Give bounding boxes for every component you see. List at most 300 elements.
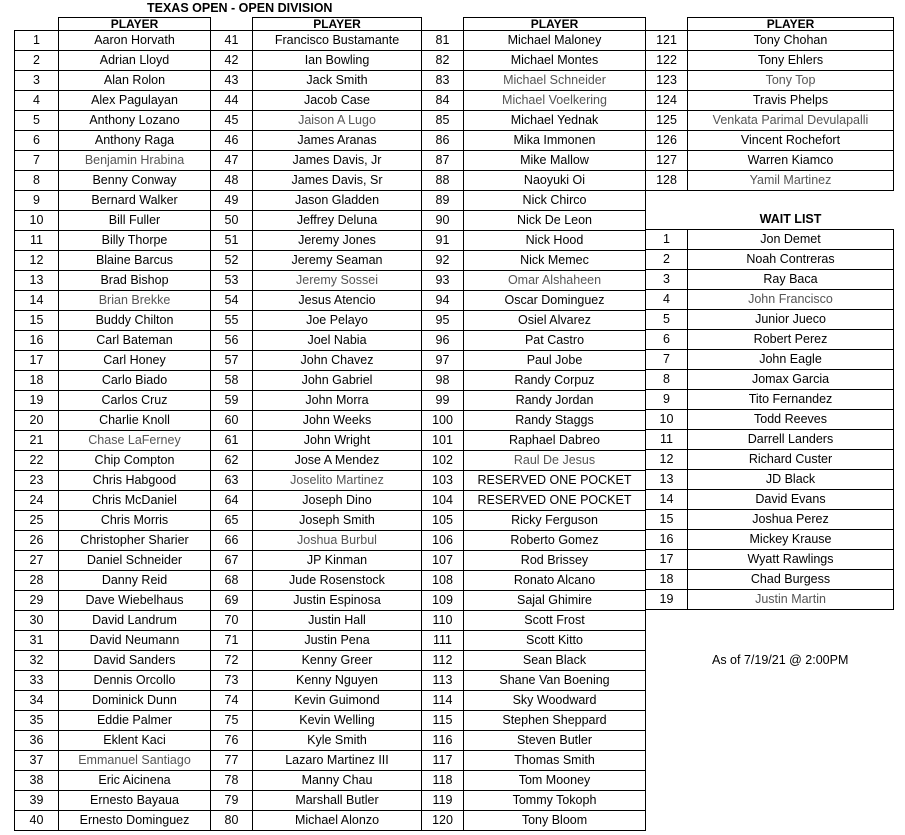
table-row (422, 191, 646, 211)
player-name: Jeremy Sossei (253, 271, 422, 291)
wait-list-title: WAIT LIST (759, 212, 822, 226)
table-row (15, 231, 211, 251)
table-row (646, 151, 894, 171)
table-row (211, 111, 422, 131)
table-row (211, 31, 422, 51)
column-header: PLAYER (253, 18, 422, 31)
player-name: Charlie Knoll (59, 411, 211, 431)
wait-list-name: John Eagle (688, 350, 894, 370)
player-number: 5 (15, 111, 59, 131)
player-number: 111 (422, 631, 464, 651)
player-name: Eric Aicinena (59, 771, 211, 791)
player-name: Omar Alshaheen (464, 271, 646, 291)
player-number: 121 (646, 31, 688, 51)
player-name: Eddie Palmer (59, 711, 211, 731)
player-number: 74 (211, 691, 253, 711)
wait-list-number: 7 (646, 350, 688, 370)
table-row (422, 691, 646, 711)
player-number: 35 (15, 711, 59, 731)
player-name: Scott Frost (464, 611, 646, 631)
player-number: 65 (211, 511, 253, 531)
player-number: 118 (422, 771, 464, 791)
table-row (422, 51, 646, 71)
player-number: 90 (422, 211, 464, 231)
player-name: Carlo Biado (59, 371, 211, 391)
table-row (422, 91, 646, 111)
player-name: Kevin Welling (253, 711, 422, 731)
player-number: 30 (15, 611, 59, 631)
wait-list-number: 6 (646, 330, 688, 350)
player-name: Tom Mooney (464, 771, 646, 791)
table-row (422, 651, 646, 671)
player-number: 13 (15, 271, 59, 291)
table-row (211, 51, 422, 71)
table-row (211, 371, 422, 391)
player-name: Jaison A Lugo (253, 111, 422, 131)
player-number: 120 (422, 811, 464, 831)
wait-list-row (646, 510, 894, 530)
player-number: 101 (422, 431, 464, 451)
page-title: TEXAS OPEN - OPEN DIVISION (147, 1, 333, 15)
player-name: Lazaro Martinez III (253, 751, 422, 771)
header-row (646, 18, 894, 31)
player-number: 50 (211, 211, 253, 231)
table-row (15, 731, 211, 751)
player-number: 76 (211, 731, 253, 751)
player-number: 7 (15, 151, 59, 171)
player-name: Brad Bishop (59, 271, 211, 291)
player-number: 21 (15, 431, 59, 451)
wait-list-name: Richard Custer (688, 450, 894, 470)
table-row (211, 91, 422, 111)
player-number: 116 (422, 731, 464, 751)
table-row (15, 471, 211, 491)
table-row (15, 51, 211, 71)
player-number: 94 (422, 291, 464, 311)
table-row (646, 111, 894, 131)
spacer-cell (646, 191, 688, 211)
player-number: 77 (211, 751, 253, 771)
player-name: Thomas Smith (464, 751, 646, 771)
table-row (211, 771, 422, 791)
player-name: Nick De Leon (464, 211, 646, 231)
player-number: 88 (422, 171, 464, 191)
table-row (211, 491, 422, 511)
player-number: 12 (15, 251, 59, 271)
table-row (422, 251, 646, 271)
wait-list-number: 15 (646, 510, 688, 530)
table-row (646, 171, 894, 191)
player-number: 80 (211, 811, 253, 831)
player-name: Yamil Martinez (688, 171, 894, 191)
player-name: Jack Smith (253, 71, 422, 91)
header-spacer (422, 18, 464, 31)
wait-list-row (646, 410, 894, 430)
table-row (422, 571, 646, 591)
table-row (211, 451, 422, 471)
player-number: 58 (211, 371, 253, 391)
table-row (15, 111, 211, 131)
table-row (422, 31, 646, 51)
table-row (15, 271, 211, 291)
header-spacer (211, 18, 253, 31)
player-name: Joshua Burbul (253, 531, 422, 551)
wait-list-row (646, 270, 894, 290)
player-name: Roberto Gomez (464, 531, 646, 551)
player-number: 122 (646, 51, 688, 71)
wait-list-row (646, 530, 894, 550)
table-row (422, 71, 646, 91)
spacer-cell (688, 191, 894, 211)
table-row (15, 291, 211, 311)
table-row (422, 271, 646, 291)
player-number: 79 (211, 791, 253, 811)
table-row (422, 551, 646, 571)
player-name: Brian Brekke (59, 291, 211, 311)
player-name: Anthony Raga (59, 131, 211, 151)
player-number: 115 (422, 711, 464, 731)
table-row (422, 711, 646, 731)
player-number: 61 (211, 431, 253, 451)
player-number: 22 (15, 451, 59, 471)
player-number: 11 (15, 231, 59, 251)
wait-list-row (646, 230, 894, 250)
table-row (15, 71, 211, 91)
table-row (422, 171, 646, 191)
player-name: Michael Yednak (464, 111, 646, 131)
table-row (422, 751, 646, 771)
table-row (422, 431, 646, 451)
table-row (15, 611, 211, 631)
player-number: 110 (422, 611, 464, 631)
wait-list-number: 14 (646, 490, 688, 510)
wait-list-number: 19 (646, 590, 688, 610)
player-number: 114 (422, 691, 464, 711)
spacer-row (646, 191, 894, 211)
player-name: Justin Espinosa (253, 591, 422, 611)
player-name: Christopher Sharier (59, 531, 211, 551)
player-name: David Landrum (59, 611, 211, 631)
player-number: 75 (211, 711, 253, 731)
header-row (15, 18, 211, 31)
player-number: 93 (422, 271, 464, 291)
table-row (15, 691, 211, 711)
player-number: 113 (422, 671, 464, 691)
player-name: Raul De Jesus (464, 451, 646, 471)
player-number: 85 (422, 111, 464, 131)
table-row (15, 191, 211, 211)
table-row (211, 751, 422, 771)
player-name: Tony Top (688, 71, 894, 91)
table-row (211, 151, 422, 171)
player-name: James Davis, Jr (253, 151, 422, 171)
table-row (211, 791, 422, 811)
table-row (422, 371, 646, 391)
player-name: Kenny Nguyen (253, 671, 422, 691)
table-row (211, 211, 422, 231)
player-number: 10 (15, 211, 59, 231)
wait-list-name: John Francisco (688, 290, 894, 310)
player-number: 102 (422, 451, 464, 471)
player-number: 84 (422, 91, 464, 111)
wait-list-row (646, 430, 894, 450)
player-number: 6 (15, 131, 59, 151)
player-name: Carl Honey (59, 351, 211, 371)
wait-list-number: 8 (646, 370, 688, 390)
player-number: 64 (211, 491, 253, 511)
table-row (15, 531, 211, 551)
table-row (422, 311, 646, 331)
player-name: John Weeks (253, 411, 422, 431)
player-name: Raphael Dabreo (464, 431, 646, 451)
player-name: Anthony Lozano (59, 111, 211, 131)
player-name: Vincent Rochefort (688, 131, 894, 151)
table-row (422, 491, 646, 511)
wait-list-name: Junior Jueco (688, 310, 894, 330)
player-name: Joselito Martinez (253, 471, 422, 491)
player-name: Randy Jordan (464, 391, 646, 411)
player-name: John Wright (253, 431, 422, 451)
player-name: Francisco Bustamante (253, 31, 422, 51)
wait-list-name: Noah Contreras (688, 250, 894, 270)
wait-list-name: David Evans (688, 490, 894, 510)
player-table-1 (14, 17, 211, 831)
table-row (15, 791, 211, 811)
player-name: RESERVED ONE POCKET (464, 491, 646, 511)
table-row (422, 591, 646, 611)
player-number: 109 (422, 591, 464, 611)
player-number: 67 (211, 551, 253, 571)
player-name: Benny Conway (59, 171, 211, 191)
player-number: 26 (15, 531, 59, 551)
player-name: Sean Black (464, 651, 646, 671)
player-number: 27 (15, 551, 59, 571)
table-row (422, 151, 646, 171)
table-row (211, 511, 422, 531)
player-number: 1 (15, 31, 59, 51)
player-name: Warren Kiamco (688, 151, 894, 171)
wait-list-name: Ray Baca (688, 270, 894, 290)
player-name: Marshall Butler (253, 791, 422, 811)
wait-list-row (646, 250, 894, 270)
wait-list-name: Joshua Perez (688, 510, 894, 530)
wait-list-name: Chad Burgess (688, 570, 894, 590)
player-number: 107 (422, 551, 464, 571)
player-name: Joseph Smith (253, 511, 422, 531)
player-number: 59 (211, 391, 253, 411)
table-row (15, 211, 211, 231)
table-row (15, 511, 211, 531)
table-row (211, 131, 422, 151)
player-name: RESERVED ONE POCKET (464, 471, 646, 491)
table-row (422, 211, 646, 231)
wait-list-number: 5 (646, 310, 688, 330)
table-row (211, 651, 422, 671)
wait-list-number: 11 (646, 430, 688, 450)
player-name: John Gabriel (253, 371, 422, 391)
player-name: Nick Memec (464, 251, 646, 271)
spacer-cell (646, 210, 688, 230)
player-name: Daniel Schneider (59, 551, 211, 571)
wait-list-name: Justin Martin (688, 590, 894, 610)
player-number: 95 (422, 311, 464, 331)
table-row (422, 331, 646, 351)
wait-list-number: 10 (646, 410, 688, 430)
player-name: Pat Castro (464, 331, 646, 351)
player-name: Osiel Alvarez (464, 311, 646, 331)
table-row (422, 511, 646, 531)
table-row (15, 431, 211, 451)
table-row (422, 771, 646, 791)
player-number: 33 (15, 671, 59, 691)
player-number: 55 (211, 311, 253, 331)
column-header: PLAYER (464, 18, 646, 31)
player-name: Michael Maloney (464, 31, 646, 51)
player-number: 4 (15, 91, 59, 111)
table-row (211, 191, 422, 211)
player-number: 2 (15, 51, 59, 71)
table-row (211, 171, 422, 191)
wait-list-header-row (646, 210, 894, 230)
player-name: Randy Staggs (464, 411, 646, 431)
player-number: 16 (15, 331, 59, 351)
table-row (211, 411, 422, 431)
player-name: Michael Montes (464, 51, 646, 71)
wait-list-number: 17 (646, 550, 688, 570)
player-number: 83 (422, 71, 464, 91)
table-row (646, 91, 894, 111)
player-number: 24 (15, 491, 59, 511)
player-number: 42 (211, 51, 253, 71)
wait-list-number: 3 (646, 270, 688, 290)
header-spacer (646, 18, 688, 31)
column-header: PLAYER (59, 18, 211, 31)
player-name: Tony Chohan (688, 31, 894, 51)
table-row (15, 491, 211, 511)
player-number: 37 (15, 751, 59, 771)
player-number: 28 (15, 571, 59, 591)
player-number: 73 (211, 671, 253, 691)
player-number: 39 (15, 791, 59, 811)
player-name: Ian Bowling (253, 51, 422, 71)
wait-list-name: Robert Perez (688, 330, 894, 350)
player-number: 91 (422, 231, 464, 251)
player-name: Jeremy Jones (253, 231, 422, 251)
player-name: Alan Rolon (59, 71, 211, 91)
player-name: David Neumann (59, 631, 211, 651)
table-row (422, 231, 646, 251)
player-number: 100 (422, 411, 464, 431)
player-number: 97 (422, 351, 464, 371)
player-number: 104 (422, 491, 464, 511)
wait-list-row (646, 350, 894, 370)
table-row (15, 771, 211, 791)
player-name: Chris McDaniel (59, 491, 211, 511)
player-name: Tommy Tokoph (464, 791, 646, 811)
player-name: Tony Ehlers (688, 51, 894, 71)
player-number: 29 (15, 591, 59, 611)
wait-list-number: 2 (646, 250, 688, 270)
table-row (211, 551, 422, 571)
player-number: 66 (211, 531, 253, 551)
player-number: 126 (646, 131, 688, 151)
table-row (15, 631, 211, 651)
player-name: James Davis, Sr (253, 171, 422, 191)
player-number: 99 (422, 391, 464, 411)
player-number: 56 (211, 331, 253, 351)
table-row (646, 131, 894, 151)
table-row (15, 411, 211, 431)
table-row (422, 471, 646, 491)
table-row (422, 531, 646, 551)
player-number: 63 (211, 471, 253, 491)
player-name: Nick Chirco (464, 191, 646, 211)
player-name: JP Kinman (253, 551, 422, 571)
player-number: 127 (646, 151, 688, 171)
header-row (211, 18, 422, 31)
player-number: 43 (211, 71, 253, 91)
player-name: Joe Pelayo (253, 311, 422, 331)
player-name: Travis Phelps (688, 91, 894, 111)
player-name: Dave Wiebelhaus (59, 591, 211, 611)
wait-list-row (646, 310, 894, 330)
table-row (422, 811, 646, 831)
player-name: Chase LaFerney (59, 431, 211, 451)
table-row (211, 231, 422, 251)
player-number: 23 (15, 471, 59, 491)
player-number: 40 (15, 811, 59, 831)
player-name: Blaine Barcus (59, 251, 211, 271)
player-number: 57 (211, 351, 253, 371)
table-row (422, 451, 646, 471)
player-number: 20 (15, 411, 59, 431)
table-row (422, 391, 646, 411)
player-number: 124 (646, 91, 688, 111)
player-name: Randy Corpuz (464, 371, 646, 391)
table-row (15, 551, 211, 571)
player-name: Kenny Greer (253, 651, 422, 671)
table-row (211, 671, 422, 691)
table-row (422, 351, 646, 371)
wait-list-row (646, 590, 894, 610)
player-number: 105 (422, 511, 464, 531)
player-name: Tony Bloom (464, 811, 646, 831)
player-name: Chris Habgood (59, 471, 211, 491)
player-number: 87 (422, 151, 464, 171)
player-name: Manny Chau (253, 771, 422, 791)
table-row (15, 331, 211, 351)
player-name: Scott Kitto (464, 631, 646, 651)
player-name: Sky Woodward (464, 691, 646, 711)
player-name: Dominick Dunn (59, 691, 211, 711)
table-row (211, 71, 422, 91)
player-number: 96 (422, 331, 464, 351)
table-row (211, 631, 422, 651)
player-number: 36 (15, 731, 59, 751)
player-number: 54 (211, 291, 253, 311)
player-number: 48 (211, 171, 253, 191)
player-name: Alex Pagulayan (59, 91, 211, 111)
player-name: Danny Reid (59, 571, 211, 591)
player-number: 31 (15, 631, 59, 651)
table-row (646, 51, 894, 71)
table-row (422, 671, 646, 691)
wait-list-row (646, 470, 894, 490)
player-name: Carl Bateman (59, 331, 211, 351)
wait-list-number: 16 (646, 530, 688, 550)
player-number: 41 (211, 31, 253, 51)
table-row (211, 251, 422, 271)
